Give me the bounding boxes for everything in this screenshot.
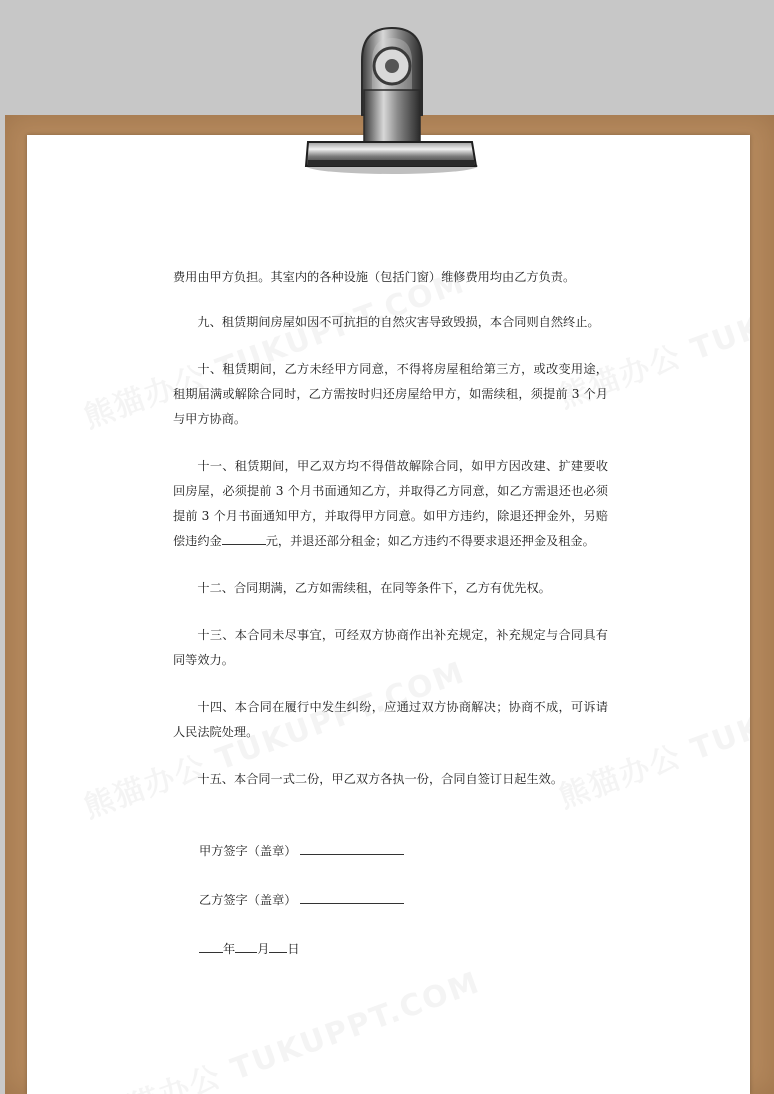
- party-a-signature: [173, 839, 608, 864]
- clause-10: 十、租赁期间，乙方未经甲方同意，不得将房屋租给第三方，或改变用途，租期届满或解除合同时，乙方需按时归还房屋给甲方，如需续租，须提前 3 个月与甲方协商。: [173, 362, 608, 426]
- contract-paper: [27, 135, 750, 1094]
- clause-13: 十三、本合同未尽事宜，可经双方协商作出补充规定，补充规定与合同具有同等效力。: [173, 628, 608, 667]
- day-label: 日: [287, 942, 300, 956]
- party-a-signature-blank[interactable]: [300, 840, 404, 855]
- party-b-signature-blank[interactable]: [300, 889, 404, 904]
- binder-clip-icon: [300, 20, 480, 180]
- year-label: 年: [223, 942, 236, 956]
- clause-9: 九、租赁期间房屋如因不可抗拒的自然灾害导致毁损，本合同则自然终止。: [197, 315, 600, 329]
- month-label: 月: [257, 942, 270, 956]
- clause-11: [173, 454, 608, 554]
- party-a-label: 甲方签字（盖章）: [199, 844, 297, 858]
- clause-11-text-b: 元，并退还部分租金；如乙方违约不得要求退还押金及租金。: [265, 534, 595, 548]
- watermark: [92, 957, 486, 1094]
- party-b-label: 乙方签字（盖章）: [199, 893, 297, 907]
- clause-14: 十四、本合同在履行中发生纠纷，应通过双方协商解决；协商不成，可诉请人民法院处理。: [173, 700, 608, 739]
- clause-12: 十二、合同期满，乙方如需续租，在同等条件下，乙方有优先权。: [197, 581, 551, 595]
- paragraph-continued: 费用由甲方负担。其室内的各种设施（包括门窗）维修费用均由乙方负责。: [173, 270, 576, 284]
- day-blank[interactable]: [269, 938, 287, 953]
- contract-body: [173, 265, 608, 962]
- clause-11-text-a: 十一、租赁期间，甲乙双方均不得借故解除合同，如甲方因改建、扩建要收回房屋，必须提前 3 个月书面通知乙方，并取得乙方同意，如乙方需退还也必须提前 3 个月书面通知甲方，并取得甲方同意。如甲方违约，除退还押金外，另赔偿违约金: [173, 459, 608, 548]
- month-blank[interactable]: [235, 938, 257, 953]
- year-blank[interactable]: [199, 938, 223, 953]
- signing-date: [173, 937, 608, 962]
- clause-15: 十五、本合同一式二份，甲乙双方各执一份，合同自签订日起生效。: [197, 772, 564, 786]
- party-b-signature: [173, 888, 608, 913]
- penalty-amount-blank[interactable]: [222, 530, 266, 545]
